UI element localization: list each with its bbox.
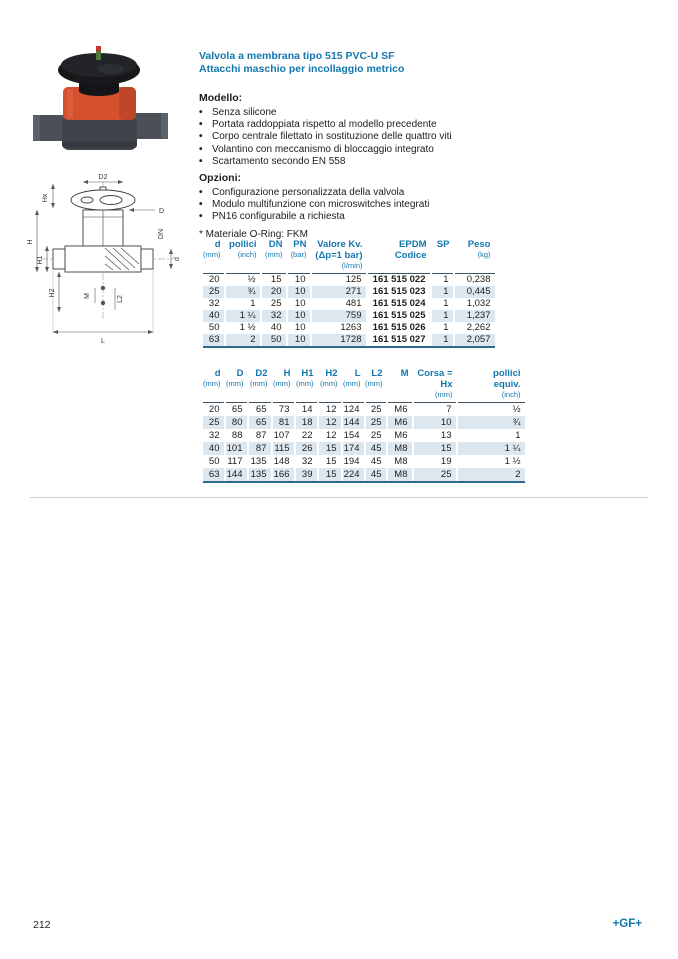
table-cell: 224: [342, 468, 365, 481]
table-cell: M6: [387, 429, 413, 442]
table-cell: 174: [342, 442, 365, 455]
table-cell: 1,032: [454, 298, 495, 310]
bonnet-shade: [119, 87, 136, 120]
table-cell: 45: [365, 455, 387, 468]
dim-label-d-outer: D: [159, 208, 165, 215]
bullet-text: Corpo centrale filettato in sostituzione delle quattro viti: [212, 131, 452, 143]
table-cell: 161 515 025: [367, 310, 431, 322]
column-header: H1 (mm): [295, 368, 318, 403]
section-divider: [30, 497, 648, 498]
column-header: pollici equiv. (inch): [457, 368, 525, 403]
table-cell: 166: [272, 468, 295, 481]
column-header: PN (bar): [287, 239, 311, 274]
bullet-icon: •: [199, 199, 203, 211]
dim-label-h1: H1: [37, 255, 44, 265]
bullet-text: Portata raddoppiata rispetto al modello precedente: [212, 119, 437, 131]
bullet-item: [199, 144, 665, 156]
table-cell: 135: [248, 455, 272, 468]
table-cell: ½: [457, 403, 525, 417]
bullet-item: [199, 187, 665, 199]
table-row: [203, 429, 525, 442]
table-cell: 161 515 027: [367, 334, 431, 346]
table-cell: 1: [431, 274, 454, 287]
table-cell: 161 515 026: [367, 322, 431, 334]
table-cell: 1: [431, 334, 454, 346]
bullet-item: [199, 156, 665, 168]
column-header: D (mm): [225, 368, 248, 403]
table-cell: 107: [272, 429, 295, 442]
bullet-item: [199, 119, 665, 131]
bullet-text: Volantino con meccanismo di bloccaggio integrato: [212, 143, 434, 155]
table-cell: 40: [261, 322, 287, 334]
header-row: [203, 368, 525, 403]
table-cell: ½: [225, 274, 261, 287]
bullet-item: [199, 211, 665, 223]
dim-label-d-pipe: d: [174, 257, 181, 261]
table-cell: 13: [413, 429, 457, 442]
table-cell: 25: [413, 468, 457, 481]
table-cell: 135: [248, 468, 272, 481]
table-cell: 81: [272, 416, 295, 429]
table-cell: 10: [287, 310, 311, 322]
table-cell: 65: [248, 416, 272, 429]
table-cell: 10: [287, 274, 311, 287]
table-cell: 1: [431, 310, 454, 322]
table-cell: 148: [272, 455, 295, 468]
dim-label-hx: Hx: [42, 193, 49, 203]
table-cell: 19: [413, 455, 457, 468]
column-header: d (mm): [203, 239, 225, 274]
table-cell: 65: [225, 403, 248, 417]
bullet-text: PN16 configurabile a richiesta: [212, 211, 345, 223]
table-cell: 12: [318, 416, 342, 429]
table-row: [203, 286, 495, 298]
oring-footnote: * Materiale O-Ring: FKM: [199, 228, 308, 240]
table-cell: 194: [342, 455, 365, 468]
table-cell: 63: [203, 468, 225, 481]
table-cell: 18: [295, 416, 318, 429]
bullet-text: Scartamento secondo EN 558: [212, 155, 346, 167]
product-photo: [33, 43, 168, 168]
table-row: [203, 334, 495, 346]
column-header: H (mm): [272, 368, 295, 403]
column-header: L2 (mm): [365, 368, 387, 403]
table-cell: 25: [203, 416, 225, 429]
header-row: [203, 239, 495, 274]
title-line-2: Attacchi maschio per incollaggio metrico: [199, 63, 405, 75]
table-cell: 20: [208, 274, 220, 285]
table-row: [203, 468, 525, 481]
table-cell: 117: [225, 455, 248, 468]
bullet-item: [199, 131, 665, 143]
table-cell: 124: [342, 403, 365, 417]
table-cell: 1 ½: [457, 455, 525, 468]
table-cell: 10: [287, 334, 311, 346]
table-cell: 10: [287, 298, 311, 310]
table-cell: 1: [431, 298, 454, 310]
table-cell: 12: [318, 429, 342, 442]
table-cell: 1: [457, 429, 525, 442]
table-cell: 161 515 022: [367, 274, 431, 287]
table-cell: 10: [287, 322, 311, 334]
column-header: SP: [431, 239, 454, 274]
table-cell: 15: [318, 455, 342, 468]
model-heading: Modello:: [199, 92, 243, 104]
table-cell: ¾: [225, 286, 261, 298]
page-number: 212: [33, 919, 51, 931]
model-bullet-list: [199, 107, 665, 168]
table-cell: 20: [208, 404, 220, 415]
dim-label-l: L: [101, 338, 105, 345]
column-header: L (mm): [342, 368, 365, 403]
table-cell: 12: [318, 403, 342, 417]
bullet-text: Modulo multifunzione con microswitches integrati: [212, 199, 430, 211]
options-bullet-list: [199, 187, 665, 224]
table-cell: 14: [295, 403, 318, 417]
table-cell: 20: [261, 286, 287, 298]
table-cell: M8: [387, 468, 413, 481]
column-header: d (mm): [203, 368, 225, 403]
table-cell: 22: [295, 429, 318, 442]
specs-table: [203, 239, 495, 346]
options-heading: Opzioni:: [199, 172, 241, 185]
table-cell: 1 ¼: [457, 442, 525, 455]
page-title: [199, 50, 665, 76]
table-cell: 32: [295, 455, 318, 468]
bullet-item: [199, 107, 665, 119]
table-cell: 144: [342, 416, 365, 429]
table-cell: 2,262: [454, 322, 495, 334]
table-cell: 10: [287, 286, 311, 298]
table-cell: 1,237: [454, 310, 495, 322]
table-cell: 1728: [311, 334, 367, 346]
table-cell: 45: [365, 468, 387, 481]
column-header: EPDM Codice: [367, 239, 431, 274]
table-cell: 1263: [311, 322, 367, 334]
dim-label-m: M: [84, 293, 91, 299]
gf-logo: +GF+: [612, 918, 642, 930]
table-cell: M8: [387, 442, 413, 455]
dim-label-d2: D2: [98, 174, 108, 181]
table-cell: 65: [248, 403, 272, 417]
bullet-icon: •: [199, 155, 203, 167]
dimensions-table-wrap: [203, 368, 525, 483]
table-cell: 87: [248, 442, 272, 455]
table-cell: 1: [431, 322, 454, 334]
table-cell: 101: [225, 442, 248, 455]
table-cell: 0,238: [454, 274, 495, 287]
table-row: [203, 403, 525, 417]
table-cell: 25: [365, 429, 387, 442]
table-cell: 63: [203, 334, 225, 346]
table-cell: 271: [311, 286, 367, 298]
bullet-icon: •: [199, 107, 203, 118]
table-row: [203, 298, 495, 310]
dim-label-l2: L2: [117, 295, 124, 303]
column-header: H2 (mm): [318, 368, 342, 403]
bullet-icon: •: [199, 211, 203, 223]
table-cell: 10: [413, 416, 457, 429]
table-cell: 40: [203, 310, 225, 322]
table-row: [203, 442, 525, 455]
table-cell: 40: [203, 442, 225, 455]
table-cell: 2: [225, 334, 261, 346]
title-line-1: Valvola a membrana tipo 515 PVC-U SF: [199, 50, 395, 62]
indicator-stem: [96, 50, 101, 60]
bullet-icon: •: [199, 143, 203, 155]
table-row: [203, 416, 525, 429]
dim-label-h2: H2: [49, 288, 56, 298]
bullet-icon: •: [199, 119, 203, 131]
table-cell: 161 515 024: [367, 298, 431, 310]
table-cell: 481: [311, 298, 367, 310]
bullet-icon: •: [199, 131, 203, 143]
table-cell: 154: [342, 429, 365, 442]
table-cell: 2,057: [454, 334, 495, 346]
table-cell: 73: [272, 403, 295, 417]
table-cell: 15: [261, 274, 287, 287]
bullet-icon: •: [199, 187, 203, 199]
table-cell: 50: [261, 334, 287, 346]
table-cell: 25: [203, 286, 225, 298]
table-cell: 50: [208, 456, 220, 467]
table-cell: 161 515 023: [367, 286, 431, 298]
table-cell: 32: [261, 310, 287, 322]
table-cell: 1: [225, 298, 261, 310]
column-header: D2 (mm): [248, 368, 272, 403]
table-cell: 25: [365, 416, 387, 429]
table-cell: M8: [387, 455, 413, 468]
bonnet-highlight: [67, 89, 73, 118]
table-cell: 88: [225, 429, 248, 442]
column-header: Corsa = Hx (mm): [413, 368, 457, 403]
dimensions-table: [203, 368, 525, 481]
table-cell: 15: [318, 468, 342, 481]
bullet-item: [199, 199, 665, 211]
table-cell: 125: [311, 274, 367, 287]
bullet-text: Senza silicone: [212, 107, 277, 118]
right-spigot-face: [161, 113, 168, 139]
table-cell: M6: [387, 416, 413, 429]
table-cell: 50: [208, 322, 220, 333]
column-header: Peso (kg): [454, 239, 495, 274]
table-cell: 15: [413, 442, 457, 455]
table-row: [203, 274, 495, 287]
table-cell: 115: [272, 442, 295, 455]
column-header: Valore Kv. (Δp=1 bar) (l/min): [311, 239, 367, 274]
table-cell: 15: [318, 442, 342, 455]
column-header: DN (mm): [261, 239, 287, 274]
table-cell: 1 ¼: [225, 310, 261, 322]
dim-label-h: H: [27, 239, 34, 245]
table-cell: 25: [261, 298, 287, 310]
table-cell: 26: [295, 442, 318, 455]
table-cell: 32: [208, 430, 220, 441]
table-cell: 7: [413, 403, 457, 417]
table-cell: 32: [208, 298, 220, 309]
indicator-tip: [96, 46, 101, 51]
dim-label-dn: DN: [158, 228, 165, 240]
column-header: pollici (inch): [225, 239, 261, 274]
valve-body-shadow: [62, 141, 137, 148]
technical-drawing: [25, 170, 185, 355]
table-cell: 1: [431, 286, 454, 298]
table-row: [203, 322, 495, 334]
table-cell: M6: [387, 403, 413, 417]
specs-table-wrap: [203, 239, 495, 348]
table-cell: 45: [365, 442, 387, 455]
bullet-text: Configurazione personalizzata della valvola: [212, 187, 405, 199]
table-cell: ¾: [457, 416, 525, 429]
table-row: [203, 310, 495, 322]
table-cell: 80: [225, 416, 248, 429]
table-row: [203, 455, 525, 468]
table-cell: 2: [457, 468, 525, 481]
table-cell: 1 ½: [225, 322, 261, 334]
table-cell: 759: [311, 310, 367, 322]
hub-base: [79, 86, 119, 96]
content-column: [199, 50, 665, 240]
left-spigot-face: [33, 115, 40, 141]
table-cell: 39: [295, 468, 318, 481]
table-cell: 0,445: [454, 286, 495, 298]
table-cell: 87: [248, 429, 272, 442]
table-cell: 25: [365, 403, 387, 417]
handwheel-grip: [98, 64, 124, 74]
table-cell: 144: [225, 468, 248, 481]
column-header: M: [387, 368, 413, 403]
